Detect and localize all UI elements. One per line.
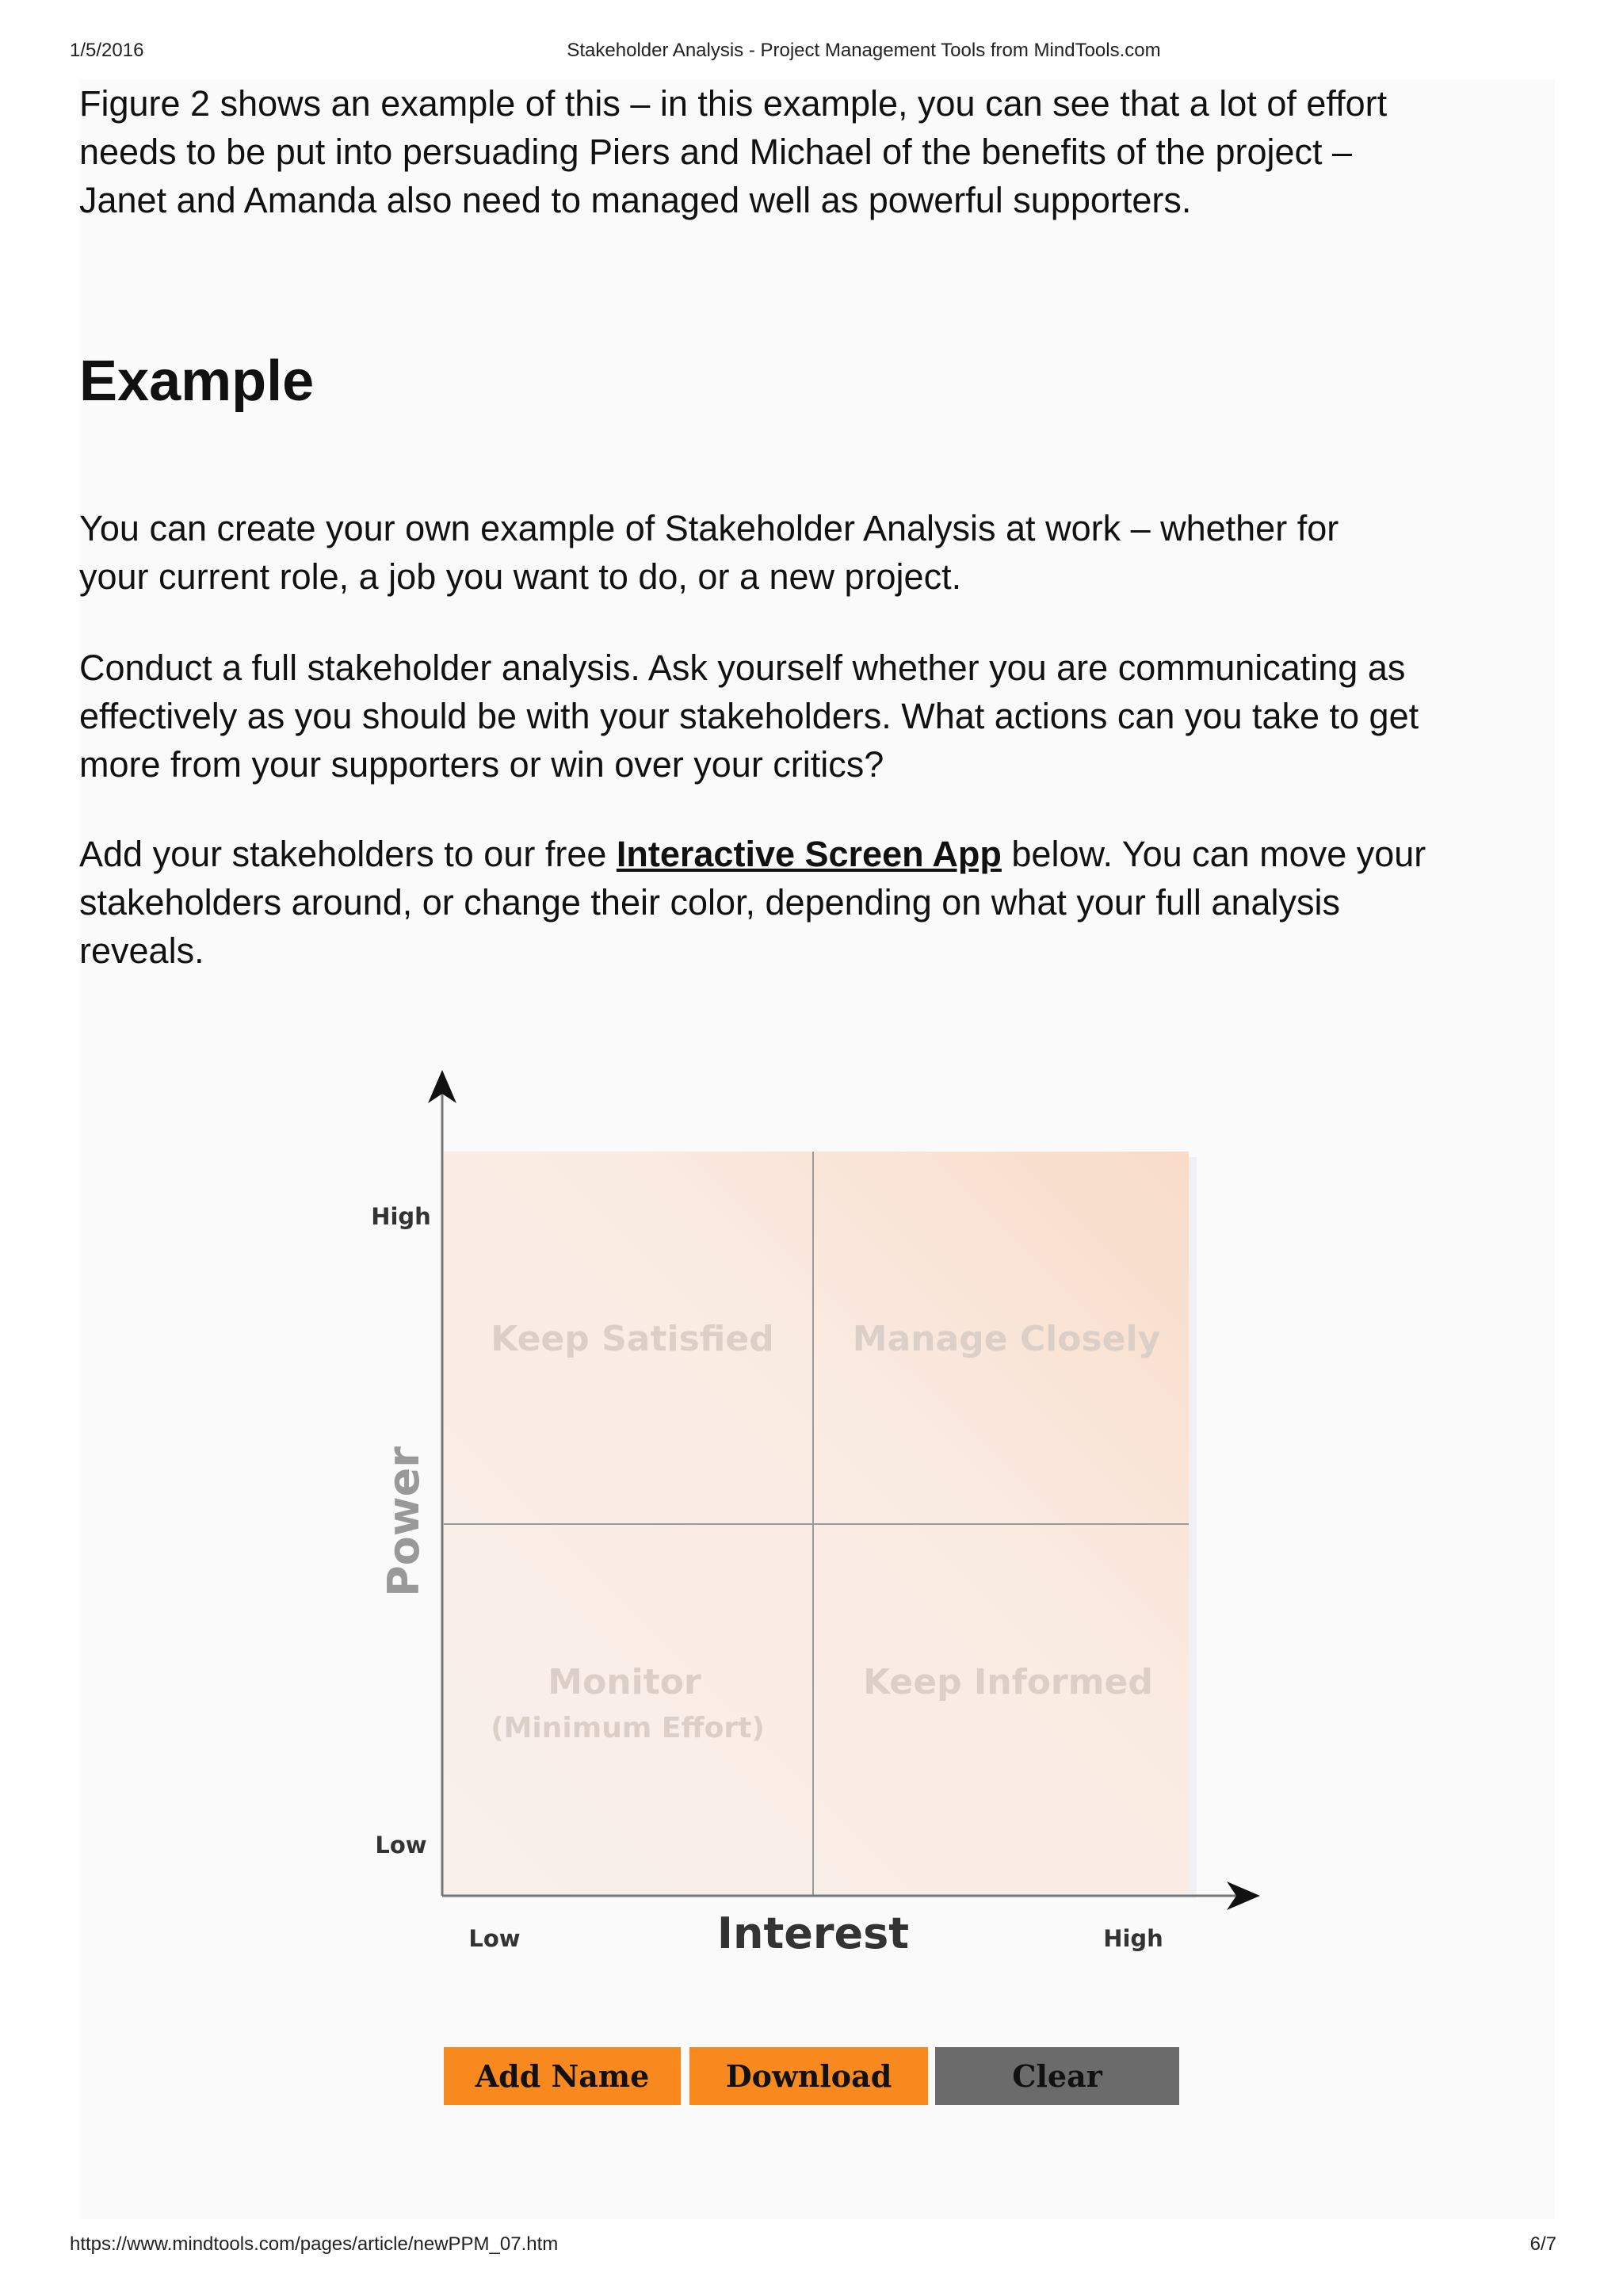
example-heading: Example [79,350,315,413]
print-page-number: 6/7 [1529,2233,1556,2255]
example-p2-line-3: more from your supporters or win over your critics? [79,744,884,785]
print-page-title: Stakeholder Analysis - Project Management Tools from MindTools.com [567,40,1161,61]
example-paragraph-2 [79,644,1569,789]
example-p2-line-2: effectively as you should be with your stakeholders. What actions can you take to get [79,696,1419,736]
y-axis-high-label: High [371,1203,431,1230]
example-paragraph-3 [79,830,1569,975]
interactive-screen-app-link[interactable]: Interactive Screen App [616,834,1002,874]
download-button[interactable]: Download [689,2047,928,2105]
intro-line-3: Janet and Amanda also need to managed well as powerful supporters. [79,180,1192,220]
quadrant-keep-informed: Keep Informed [863,1662,1153,1702]
grid-background[interactable] [444,1152,1189,1893]
y-axis-low-label: Low [375,1832,427,1859]
example-p1-line-2: your current role, a job you want to do, or a new project. [79,556,962,597]
quadrant-keep-satisfied: Keep Satisfied [491,1319,774,1359]
intro-line-1: Figure 2 shows an example of this – in this example, you can see that a lot of effort [79,83,1388,124]
print-url: https://www.mindtools.com/pages/article/newPPM_07.htm [70,2233,559,2255]
quadrant-monitor-subtitle: (Minimum Effort) [491,1712,765,1744]
example-p1-line-1: You can create your own example of Stakeholder Analysis at work – whether for [79,508,1339,548]
intro-line-2: needs to be put into persuading Piers and Michael of the benefits of the project – [79,132,1353,172]
example-p2-line-1: Conduct a full stakeholder analysis. Ask yourself whether you are communicating as [79,648,1406,688]
example-p3-after-link: below. You can move your [1001,834,1426,874]
clear-button[interactable]: Clear [935,2047,1179,2105]
quadrant-monitor: Monitor [548,1662,701,1702]
x-axis-title: Interest [716,1908,910,1958]
power-interest-grid [349,1062,1284,1958]
x-axis-high-label: High [1103,1925,1163,1952]
add-name-button[interactable]: Add Name [444,2047,681,2105]
print-date: 1/5/2016 [70,40,144,61]
example-p3-before-link: Add your stakeholders to our free [79,834,617,874]
quadrant-manage-closely: Manage Closely [852,1319,1161,1359]
x-axis-low-label: Low [468,1925,521,1952]
intro-paragraph [79,79,1569,224]
y-axis-title: Power [379,1446,429,1597]
example-paragraph-1 [79,504,1569,601]
example-p3-line-3: reveals. [79,930,204,971]
example-p3-line-2: stakeholders around, or change their color, depending on what your full analysis [79,882,1340,923]
